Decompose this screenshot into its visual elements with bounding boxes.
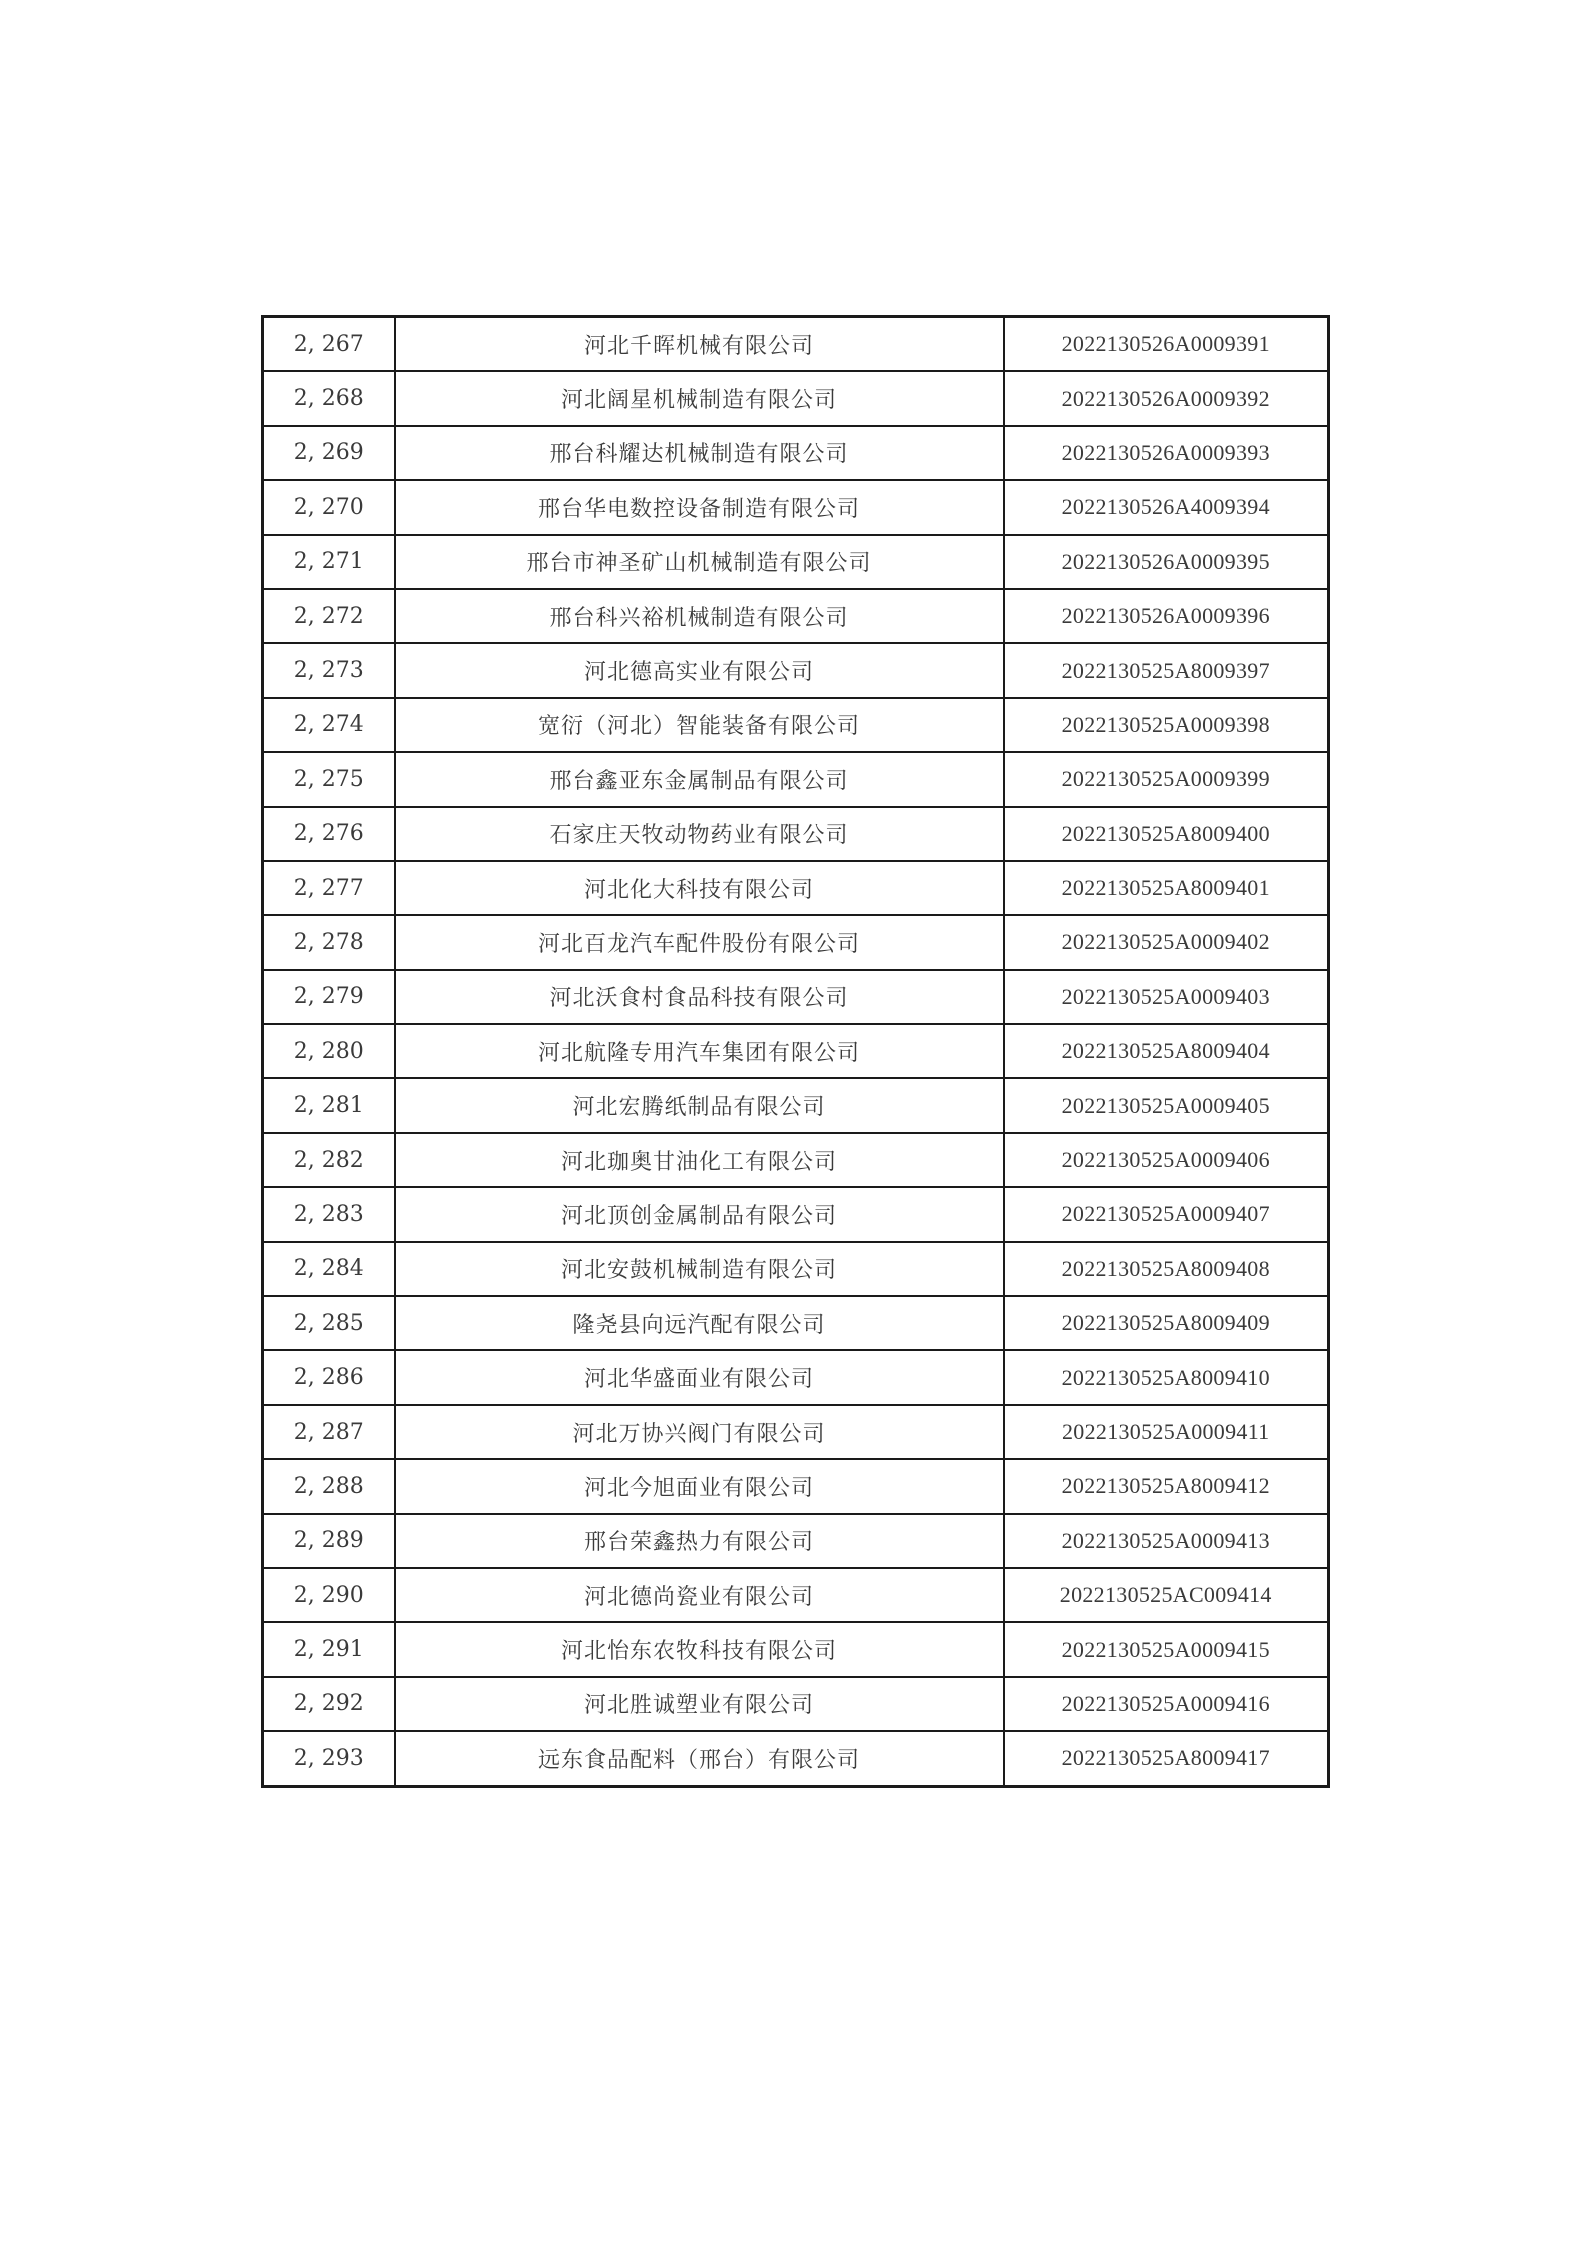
company-name: 隆尧县向远汽配有限公司 — [395, 1296, 1004, 1350]
company-name: 河北宏腾纸制品有限公司 — [395, 1078, 1004, 1132]
registration-code: 2022130525A0009415 — [1004, 1622, 1329, 1676]
table-row — [263, 643, 1329, 697]
company-name: 河北德高实业有限公司 — [395, 643, 1004, 697]
row-index: 2, 282 — [263, 1133, 395, 1187]
table-row — [263, 698, 1329, 752]
table-row — [263, 752, 1329, 806]
table-row — [263, 1296, 1329, 1350]
row-index: 2, 287 — [263, 1405, 395, 1459]
table-row — [263, 970, 1329, 1024]
row-index: 2, 268 — [263, 371, 395, 425]
company-name: 河北阔星机械制造有限公司 — [395, 371, 1004, 425]
table-row — [263, 1078, 1329, 1132]
table-body — [263, 317, 1329, 1787]
company-name: 邢台荣鑫热力有限公司 — [395, 1514, 1004, 1568]
row-index: 2, 271 — [263, 535, 395, 589]
company-name: 河北胜诚塑业有限公司 — [395, 1677, 1004, 1731]
company-registry-table — [261, 315, 1330, 1788]
company-name: 河北百龙汽车配件股份有限公司 — [395, 915, 1004, 969]
row-index: 2, 274 — [263, 698, 395, 752]
registration-code: 2022130525A8009409 — [1004, 1296, 1329, 1350]
row-index: 2, 272 — [263, 589, 395, 643]
registration-code: 2022130526A0009393 — [1004, 426, 1329, 480]
table-row — [263, 480, 1329, 534]
company-name: 河北化大科技有限公司 — [395, 861, 1004, 915]
registration-code: 2022130525A0009416 — [1004, 1677, 1329, 1731]
company-name: 邢台科耀达机械制造有限公司 — [395, 426, 1004, 480]
company-name: 河北顶创金属制品有限公司 — [395, 1187, 1004, 1241]
table-row — [263, 426, 1329, 480]
registration-code: 2022130526A0009396 — [1004, 589, 1329, 643]
table-row — [263, 1350, 1329, 1404]
registration-code: 2022130525A8009397 — [1004, 643, 1329, 697]
company-name: 河北怡东农牧科技有限公司 — [395, 1622, 1004, 1676]
table-row — [263, 1731, 1329, 1786]
table-row — [263, 1459, 1329, 1513]
table-row — [263, 1187, 1329, 1241]
row-index: 2, 280 — [263, 1024, 395, 1078]
row-index: 2, 291 — [263, 1622, 395, 1676]
row-index: 2, 285 — [263, 1296, 395, 1350]
row-index: 2, 293 — [263, 1731, 395, 1786]
row-index: 2, 288 — [263, 1459, 395, 1513]
registration-code: 2022130525A0009402 — [1004, 915, 1329, 969]
row-index: 2, 273 — [263, 643, 395, 697]
registration-code: 2022130526A0009391 — [1004, 317, 1329, 372]
table-row — [263, 1242, 1329, 1296]
registration-code: 2022130525A0009406 — [1004, 1133, 1329, 1187]
company-name: 河北德尚瓷业有限公司 — [395, 1568, 1004, 1622]
company-name: 邢台鑫亚东金属制品有限公司 — [395, 752, 1004, 806]
row-index: 2, 267 — [263, 317, 395, 372]
table-row — [263, 1677, 1329, 1731]
company-name: 宽衍（河北）智能装备有限公司 — [395, 698, 1004, 752]
company-name: 河北珈奥甘油化工有限公司 — [395, 1133, 1004, 1187]
row-index: 2, 277 — [263, 861, 395, 915]
row-index: 2, 290 — [263, 1568, 395, 1622]
company-name: 邢台市神圣矿山机械制造有限公司 — [395, 535, 1004, 589]
table-row — [263, 589, 1329, 643]
registration-code: 2022130525A0009407 — [1004, 1187, 1329, 1241]
registration-code: 2022130525A8009410 — [1004, 1350, 1329, 1404]
company-name: 河北万协兴阀门有限公司 — [395, 1405, 1004, 1459]
registration-code: 2022130525A0009405 — [1004, 1078, 1329, 1132]
company-name: 河北千晖机械有限公司 — [395, 317, 1004, 372]
table-row — [263, 1514, 1329, 1568]
registration-code: 2022130525A8009401 — [1004, 861, 1329, 915]
row-index: 2, 292 — [263, 1677, 395, 1731]
registration-code: 2022130526A0009392 — [1004, 371, 1329, 425]
registration-code: 2022130525A0009403 — [1004, 970, 1329, 1024]
row-index: 2, 279 — [263, 970, 395, 1024]
company-name: 邢台科兴裕机械制造有限公司 — [395, 589, 1004, 643]
row-index: 2, 278 — [263, 915, 395, 969]
company-name: 石家庄天牧动物药业有限公司 — [395, 807, 1004, 861]
company-name: 邢台华电数控设备制造有限公司 — [395, 480, 1004, 534]
table-row — [263, 807, 1329, 861]
company-name: 河北今旭面业有限公司 — [395, 1459, 1004, 1513]
registration-code: 2022130525A8009404 — [1004, 1024, 1329, 1078]
row-index: 2, 284 — [263, 1242, 395, 1296]
table-row — [263, 1024, 1329, 1078]
row-index: 2, 276 — [263, 807, 395, 861]
table-row — [263, 535, 1329, 589]
registration-code: 2022130525A8009400 — [1004, 807, 1329, 861]
row-index: 2, 283 — [263, 1187, 395, 1241]
table-row — [263, 1568, 1329, 1622]
row-index: 2, 269 — [263, 426, 395, 480]
registration-code: 2022130525A8009417 — [1004, 1731, 1329, 1786]
registration-code: 2022130525A0009411 — [1004, 1405, 1329, 1459]
table-row — [263, 1405, 1329, 1459]
registration-code: 2022130525A8009412 — [1004, 1459, 1329, 1513]
table-row — [263, 915, 1329, 969]
row-index: 2, 286 — [263, 1350, 395, 1404]
table-row — [263, 861, 1329, 915]
registration-code: 2022130525A0009398 — [1004, 698, 1329, 752]
company-name: 河北安鼓机械制造有限公司 — [395, 1242, 1004, 1296]
registration-code: 2022130525AC009414 — [1004, 1568, 1329, 1622]
registration-code: 2022130526A4009394 — [1004, 480, 1329, 534]
company-name: 河北华盛面业有限公司 — [395, 1350, 1004, 1404]
company-name: 河北沃食村食品科技有限公司 — [395, 970, 1004, 1024]
registration-code: 2022130526A0009395 — [1004, 535, 1329, 589]
row-index: 2, 281 — [263, 1078, 395, 1132]
registration-code: 2022130525A0009413 — [1004, 1514, 1329, 1568]
row-index: 2, 289 — [263, 1514, 395, 1568]
registration-code: 2022130525A8009408 — [1004, 1242, 1329, 1296]
row-index: 2, 275 — [263, 752, 395, 806]
table-row — [263, 371, 1329, 425]
row-index: 2, 270 — [263, 480, 395, 534]
company-name: 远东食品配料（邢台）有限公司 — [395, 1731, 1004, 1786]
company-name: 河北航隆专用汽车集团有限公司 — [395, 1024, 1004, 1078]
table-row — [263, 1622, 1329, 1676]
registration-code: 2022130525A0009399 — [1004, 752, 1329, 806]
table-row — [263, 317, 1329, 372]
table-row — [263, 1133, 1329, 1187]
